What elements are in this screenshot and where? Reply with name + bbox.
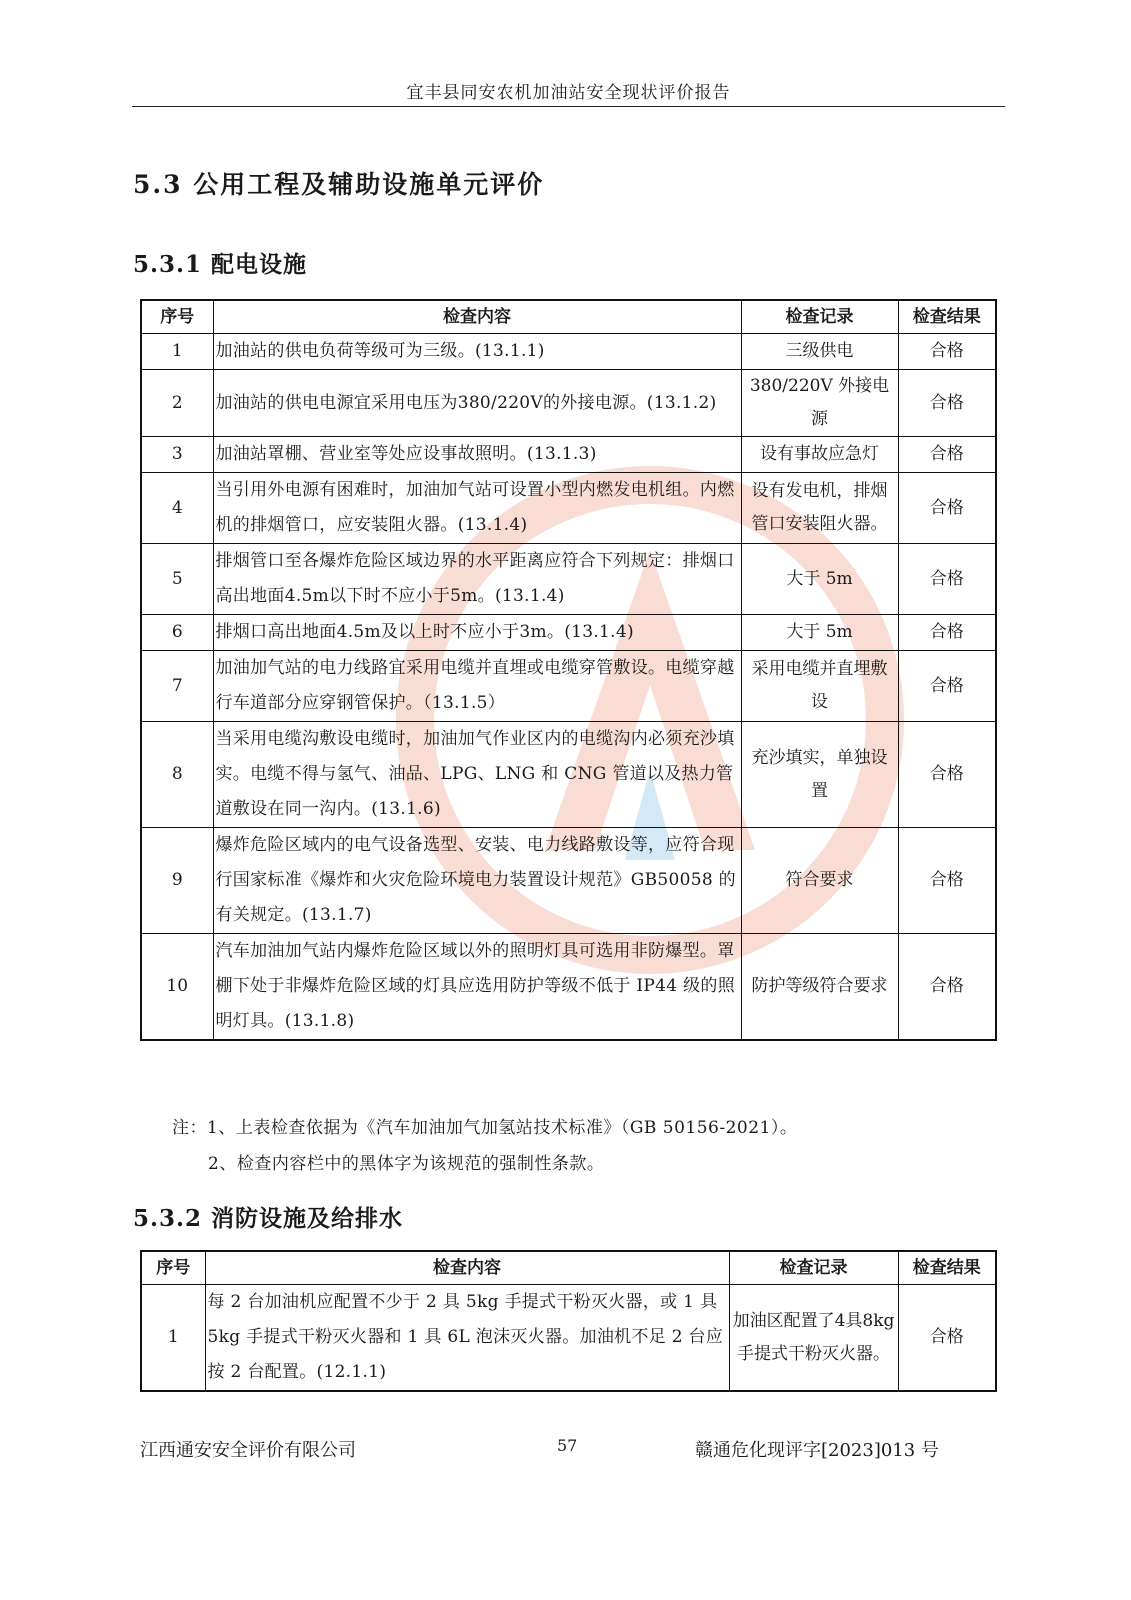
col-header-record: 检查记录 [741,300,898,334]
row-content: 加油加气站的电力线路宜采用电缆并直埋或电缆穿管敷设。电缆穿越行车道部分应穿钢管保护。（13.1.5） [213,651,741,722]
col-header-result: 检查结果 [898,1251,996,1285]
row-result: 合格 [898,473,996,544]
table-header-row [141,1251,996,1285]
row-result: 合格 [898,615,996,651]
table-row [141,334,996,370]
header-rule [132,106,1005,107]
table-row [141,651,996,722]
row-content: 当采用电缆沟敷设电缆时，加油加气作业区内的电缆沟内必须充沙填实。电缆不得与氢气、油品、LPG、LNG 和 CNG 管道以及热力管道敷设在同一沟内。(13.1.6) [213,722,741,828]
row-number: 4 [141,473,213,544]
row-record: 防护等级符合要求 [741,934,898,1041]
row-content: 加油站的供电负荷等级可为三级。(13.1.1) [213,334,741,370]
table-row [141,544,996,615]
row-record: 采用电缆并直埋敷设 [741,651,898,722]
row-content: 排烟口高出地面4.5m及以上时不应小于3m。(13.1.4) [213,615,741,651]
row-number: 7 [141,651,213,722]
row-record: 380/220V 外接电源 [741,370,898,437]
row-record: 大于 5m [741,615,898,651]
col-header-content: 检查内容 [213,300,741,334]
row-content: 每 2 台加油机应配置不少于 2 具 5kg 手提式干粉灭火器，或 1 具 5kg 手提式干粉灭火器和 1 具 6L 泡沫灭火器。加油机不足 2 台应按 2 台配置。(12.1.1) [205,1285,729,1392]
row-result: 合格 [898,651,996,722]
row-content: 汽车加油加气站内爆炸危险区域以外的照明灯具可选用非防爆型。罩棚下处于非爆炸危险区域的灯具应选用防护等级不低于 IP44 级的照明灯具。(13.1.8) [213,934,741,1041]
row-number: 1 [141,1285,205,1392]
row-record: 三级供电 [741,334,898,370]
note-2: 2、检查内容栏中的黑体字为该规范的强制性条款。 [208,1154,605,1174]
section-title: 5.3 公用工程及辅助设施单元评价 [133,170,545,199]
table-row [141,370,996,437]
note-1: 注：1、上表检查依据为《汽车加油加气加氢站技术标准》（GB 50156-2021）。 [172,1118,798,1138]
row-result: 合格 [898,437,996,473]
row-number: 5 [141,544,213,615]
row-result: 合格 [898,334,996,370]
power-check-table [140,299,997,1041]
table-row [141,473,996,544]
row-result: 合格 [898,828,996,934]
row-content: 爆炸危险区域内的电气设备选型、安装、电力线路敷设等，应符合现行国家标准《爆炸和火灾危险环境电力装置设计规范》GB50058 的有关规定。(13.1.7) [213,828,741,934]
row-record: 加油区配置了4具8kg手提式干粉灭火器。 [729,1285,898,1392]
col-header-record: 检查记录 [729,1251,898,1285]
row-record: 设有事故应急灯 [741,437,898,473]
row-number: 10 [141,934,213,1041]
col-header-no: 序号 [141,1251,205,1285]
row-result: 合格 [898,934,996,1041]
fire-check-table [140,1250,997,1392]
row-content: 加油站罩棚、营业室等处应设事故照明。(13.1.3) [213,437,741,473]
table-row [141,722,996,828]
row-result: 合格 [898,370,996,437]
row-record: 充沙填实，单独设置 [741,722,898,828]
row-number: 8 [141,722,213,828]
table-header-row [141,300,996,334]
row-result: 合格 [898,544,996,615]
sub1-title: 5.3.1 配电设施 [133,251,308,278]
row-number: 9 [141,828,213,934]
footer-company: 江西通安安全评价有限公司 [140,1440,356,1461]
row-result: 合格 [898,1285,996,1392]
col-header-result: 检查结果 [898,300,996,334]
sub2-title: 5.3.2 消防设施及给排水 [133,1205,404,1232]
row-content: 排烟管口至各爆炸危险区域边界的水平距离应符合下列规定：排烟口高出地面4.5m以下时不应小于5m。(13.1.4) [213,544,741,615]
row-number: 6 [141,615,213,651]
row-content: 加油站的供电电源宜采用电压为380/220V的外接电源。(13.1.2) [213,370,741,437]
row-record: 大于 5m [741,544,898,615]
table-row [141,1285,996,1392]
col-header-no: 序号 [141,300,213,334]
footer-doc-number: 赣通危化现评字[2023]013 号 [695,1440,939,1461]
row-content: 当引用外电源有困难时，加油加气站可设置小型内燃发电机组。内燃机的排烟管口，应安装阻火器。(13.1.4) [213,473,741,544]
header-title: 宜丰县同安农机加油站安全现状评价报告 [406,83,731,103]
row-record: 符合要求 [741,828,898,934]
row-number: 1 [141,334,213,370]
row-record: 设有发电机，排烟管口安装阻火器。 [741,473,898,544]
table-row [141,934,996,1041]
row-number: 3 [141,437,213,473]
table-row [141,437,996,473]
row-result: 合格 [898,722,996,828]
table-row [141,615,996,651]
row-number: 2 [141,370,213,437]
footer-page-number: 57 [557,1436,578,1455]
col-header-content: 检查内容 [205,1251,729,1285]
table-row [141,828,996,934]
